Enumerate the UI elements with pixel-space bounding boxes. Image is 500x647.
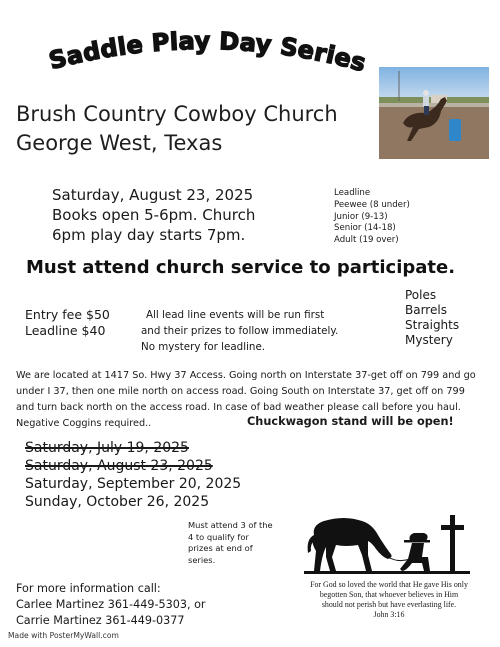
svg-text:Saddle Play Day Series <box>46 27 369 77</box>
event-mystery: Mystery <box>405 333 453 347</box>
contact-heading: For more information call: <box>16 582 161 595</box>
schedule-date: Sunday, October 26, 2025 <box>25 494 210 510</box>
attendance-note-2: 4 to qualify for <box>188 532 249 542</box>
books-open-time: Books open 5-6pm. Church <box>52 206 256 224</box>
class-leadline: Leadline <box>334 188 371 198</box>
church-location: George West, Texas <box>16 131 223 155</box>
barrel-racer-photo <box>379 67 489 159</box>
schedule-date-cancelled: Saturday, July 19, 2025 <box>25 440 189 456</box>
attendance-note-3: prizes at end of <box>188 543 253 553</box>
church-attendance-notice: Must attend church service to participate. <box>26 257 456 278</box>
bible-verse-line-3: should not perish but have everlasting life. <box>321 600 457 609</box>
entry-fee: Entry fee $50 <box>25 307 110 322</box>
bible-verse-reference: John 3:16 <box>373 610 405 619</box>
event-straights: Straights <box>405 318 460 332</box>
poster-title-text: Saddle Play Day Series <box>46 26 370 78</box>
postermywall-credit: Made with PosterMyWall.com <box>8 631 119 640</box>
church-name: Brush Country Cowboy Church <box>16 102 338 126</box>
event-barrels: Barrels <box>405 303 447 317</box>
poster-title <box>36 26 371 82</box>
event-date: Saturday, August 23, 2025 <box>52 186 254 204</box>
chuckwagon-notice: Chuckwagon stand will be open! <box>247 415 454 428</box>
start-time: 6pm play day starts 7pm. <box>52 226 246 244</box>
class-senior: Senior (14-18) <box>334 223 396 233</box>
leadline-note-1: All lead line events will be run first <box>146 309 325 321</box>
bible-verse-line-2: begotten Son, that whoever believes in Him <box>319 590 459 599</box>
leadline-note-2: and their prizes to follow immediately. <box>141 325 339 337</box>
class-adult: Adult (19 over) <box>334 235 399 245</box>
class-junior: Junior (9-13) <box>334 212 388 222</box>
attendance-note-4: series. <box>188 555 216 565</box>
leadline-fee: Leadline $40 <box>25 323 106 338</box>
location-directions: We are located at 1417 So. Hwy 37 Access. Going north on Interstate 37-get off on 799 and go under I 37, then one mile north on access road. Going South on Interstate 37, get off on 799 and turn back north on the access road. In case of bad weather please call before you haul. Negative Coggins required.. <box>16 370 476 429</box>
bible-verse-line-1: For God so loved the world that He gave His only <box>310 580 468 589</box>
attendance-note-1: Must attend 3 of the <box>188 520 273 530</box>
contact-carlee: Carlee Martinez 361-449-5303, or <box>16 598 206 611</box>
event-poles: Poles <box>405 288 437 302</box>
contact-carrie: Carrie Martinez 361-449-0377 <box>16 614 185 627</box>
leadline-note-3: No mystery for leadline. <box>141 341 266 353</box>
kneeling-cowboy-horse-cross-icon <box>302 511 472 577</box>
schedule-date-cancelled: Saturday, August 23, 2025 <box>25 458 213 474</box>
schedule-date: Saturday, September 20, 2025 <box>25 476 242 492</box>
class-peewee: Peewee (8 under) <box>334 200 410 210</box>
